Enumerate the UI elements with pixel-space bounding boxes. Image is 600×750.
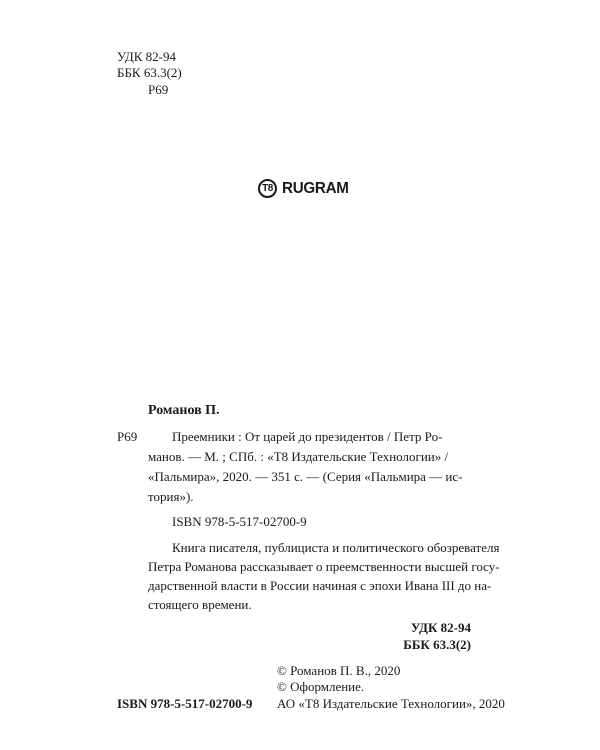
author-heading: Романов П. — [148, 403, 220, 418]
abstract-line: Книга писателя, публициста и политического обозревателя — [172, 540, 500, 555]
description-line: Преемники : От царей до президентов / Петр Ро- — [172, 429, 443, 444]
copyright-author: © Романов П. В., 2020 — [277, 663, 401, 678]
logo-wordmark: RUGRAM — [282, 179, 349, 197]
publisher-logo — [258, 179, 352, 198]
description-line: манов. — М. ; СПб. : «Т8 Издательские Технологии» / — [148, 449, 449, 464]
isbn-line: ISBN 978-5-517-02700-9 — [172, 514, 307, 529]
udk-code-top: УДК 82-94 — [117, 49, 177, 64]
author-mark-top: Р69 — [148, 82, 169, 97]
t8-badge-icon: T8 — [258, 179, 277, 198]
description-line: «Пальмира», 2020. — 351 с. — (Серия «Пальмира — ис- — [148, 469, 463, 484]
bbk-code: ББК 63.3(2) — [403, 637, 471, 652]
author-mark: Р69 — [117, 429, 138, 444]
copyright-design: © Оформление. — [277, 679, 365, 694]
abstract-line: Петра Романова рассказывает о преемственности высшей госу- — [148, 559, 500, 574]
abstract-line: дарственной власти в России начиная с эпохи Ивана III до на- — [148, 578, 492, 593]
copyright-publisher: АО «Т8 Издательские Технологии», 2020 — [277, 696, 505, 711]
description-line: тория»). — [148, 489, 194, 504]
abstract-line: стоящего времени. — [148, 597, 252, 612]
isbn-footer: ISBN 978-5-517-02700-9 — [117, 696, 253, 711]
bbk-code-top: ББК 63.3(2) — [117, 65, 182, 80]
udk-code: УДК 82-94 — [410, 620, 471, 635]
